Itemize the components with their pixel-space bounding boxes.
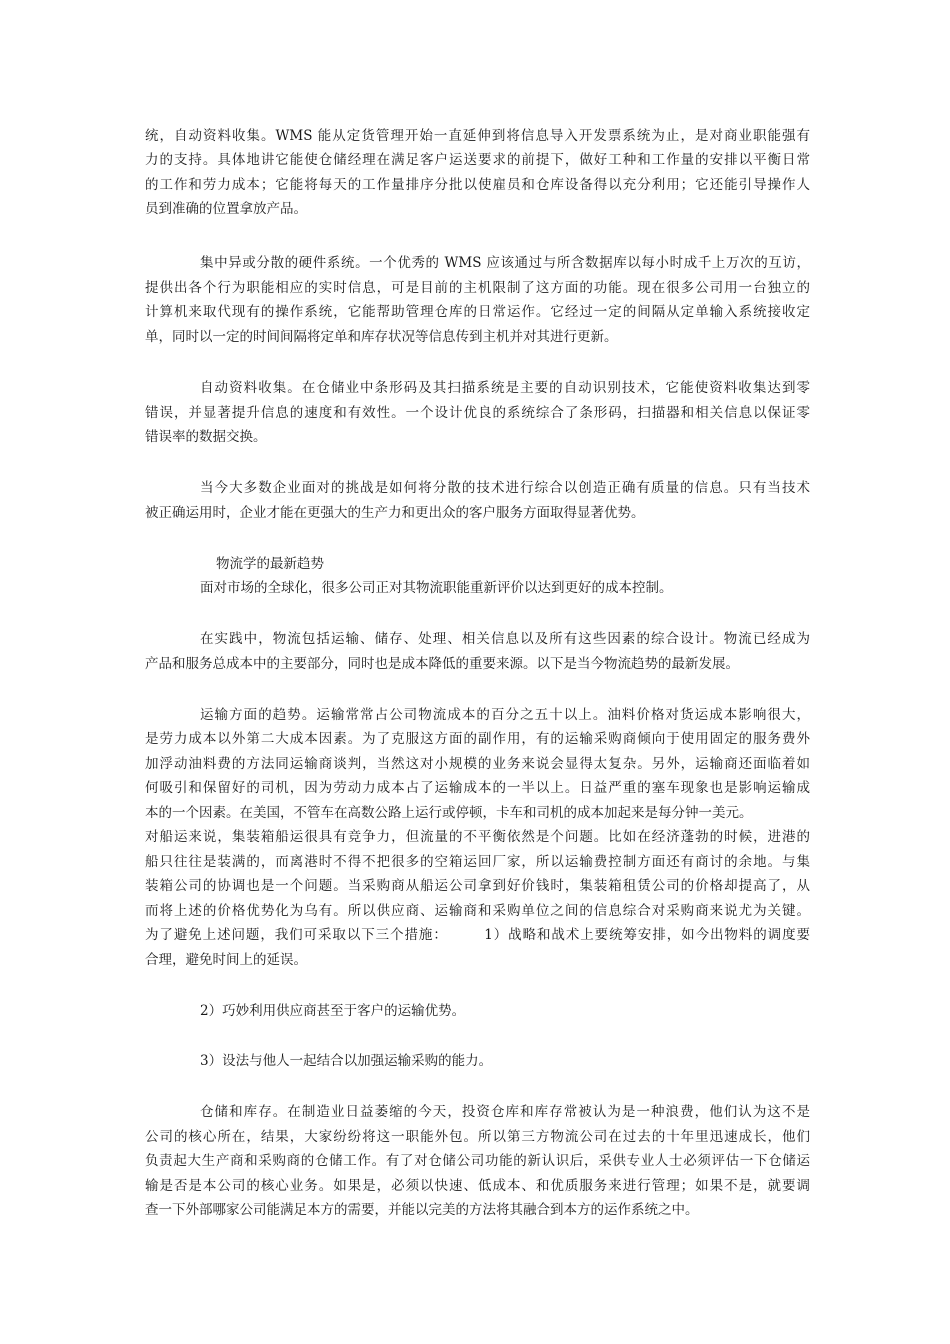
paragraph-line: 为了避免上述问题，我们可采取以下三个措施： 1）战略和战术上要统筹安排，如今出物料的调度要 [145,927,810,943]
paragraph-line: 船只往往是装满的，而离港时不得不把很多的空箱运回厂家，所以运输费控制方面还有商讨的余地。与集 [145,854,810,870]
paragraph-line: 装箱公司的协调也是一个问题。当采购商从船运公司拿到好价钱时，集装箱租赁公司的价格却提高了，从 [145,878,810,894]
paragraph-line: 对船运来说，集装箱船运很具有竞争力，但流量的不平衡依然是个问题。比如在经济蓬勃的时候，进港的 [145,829,810,845]
paragraph-line: 合理，避免时间上的延误。 [145,952,307,968]
paragraph-line: 产品和服务总成本中的主要部分，同时也是成本降低的重要来源。以下是当今物流趋势的最新发展。 [145,656,739,672]
paragraph-line: 被正确运用时，企业才能在更强大的生产力和更出众的客户服务方面取得显著优势。 [145,505,645,521]
paragraph-line: 错误，并显著提升信息的速度和有效性。一个设计优良的系统综合了条形码，扫描器和相关信息以保证零 [145,405,810,421]
paragraph-line: 员到准确的位置拿放产品。 [145,201,307,217]
paragraph-line: 而将上述的价格优势化为乌有。所以供应商、运输商和采购单位之间的信息综合对采购商来说尤为关键。 [145,903,810,919]
paragraph-line: 面对市场的全球化，很多公司正对其物流职能重新评价以达到更好的成本控制。 [200,580,673,596]
section-heading: 物流学的最新趋势 [216,556,324,572]
measure-item: 2）巧妙利用供应商甚至于客户的运输优势。 [200,1003,466,1019]
paragraph-line: 负责起大生产商和采购商的仓储工作。有了对仓储公司功能的新认识后，采供专业人士必须评估一下仓储运 [145,1153,810,1169]
paragraph-line: 当今大多数企业面对的挑战是如何将分散的技术进行综合以创造正确有质量的信息。只有当技术 [200,480,810,496]
paragraph-line: 加浮动油料费的方法同运输商谈判，当然这对小规模的业务来说会显得太复杂。另外，运输商还面临着如 [145,756,810,772]
paragraph-line: 力的支持。具体地讲它能使仓储经理在满足客户运送要求的前提下，做好工种和工作量的安排以平衡日常 [145,152,810,168]
paragraph-line: 单，同时以一定的时间间隔将定单和库存状况等信息传到主机并对其进行更新。 [145,329,618,345]
paragraph-line: 自动资料收集。在仓储业中条形码及其扫描系统是主要的自动识别技术，它能使资料收集达到零 [200,380,810,396]
paragraph-line: 查一下外部哪家公司能满足本方的需要，并能以完美的方法将其融合到本方的运作系统之中。 [145,1202,699,1218]
paragraph-line: 的工作和劳力成本；它能将每天的工作量排序分批以使雇员和仓库设备得以充分利用；它还能引导操作人 [145,177,810,193]
paragraph-line: 何吸引和保留好的司机，因为劳动力成本占了运输成本的一半以上。日益严重的塞车现象也是影响运输成 [145,780,810,796]
paragraph-line: 运输方面的趋势。运输常常占公司物流成本的百分之五十以上。油料价格对货运成本影响很大， [200,707,810,723]
paragraph-line: 集中异或分散的硬件系统。一个优秀的 WMS 应该通过与所含数据库以每小时成千上万次的互访， [200,255,810,271]
paragraph-line: 是劳力成本以外第二大成本因素。为了克服这方面的副作用，有的运输采购商倾向于使用固定的服务费外 [145,731,810,747]
paragraph-line: 在实践中，物流包括运输、储存、处理、相关信息以及所有这些因素的综合设计。物流已经成为 [200,631,810,647]
paragraph-line: 提供出各个行为职能相应的实时信息，可是目前的主机限制了这方面的功能。现在很多公司用一台独立的 [145,280,810,296]
paragraph-line: 输是否是本公司的核心业务。如果是，必须以快速、低成本、和优质服务来进行管理；如果不是，就要调 [145,1178,810,1194]
paragraph-line: 统，自动资料收集。WMS 能从定货管理开始一直延伸到将信息导入开发票系统为止，是对商业职能强有 [145,128,810,144]
paragraph-line: 公司的核心所在，结果，大家纷纷将这一职能外包。所以第三方物流公司在过去的十年里迅速成长，他们 [145,1129,810,1145]
measure-item: 3）设法与他人一起结合以加强运输采购的能力。 [200,1053,493,1069]
paragraph-line: 本的一个因素。在美国，不管车在高数公路上运行或停顿，卡车和司机的成本加起来是每分钟一美元。 [145,805,753,821]
paragraph-line: 计算机来取代现有的操作系统，它能帮助管理仓库的日常运作。它经过一定的间隔从定单输入系统接收定 [145,304,810,320]
paragraph-line: 错误率的数据交换。 [145,429,267,445]
paragraph-line: 仓储和库存。在制造业日益萎缩的今天，投资仓库和库存常被认为是一种浪费，他们认为这不是 [200,1104,810,1120]
